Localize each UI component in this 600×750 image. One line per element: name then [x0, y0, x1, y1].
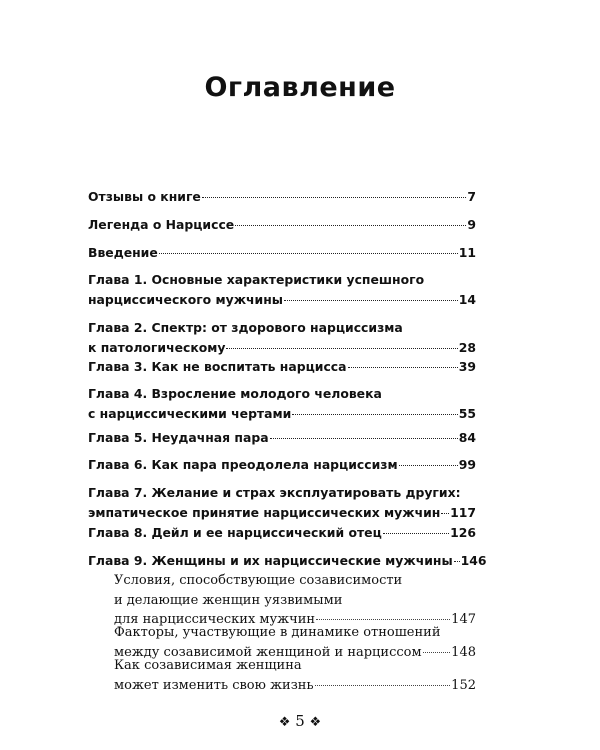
toc-entry-title-line: Глава 2. Спектр: от здорового нарциссизма — [88, 320, 403, 335]
toc-subentry-title-line: Как созависимая женщина — [114, 658, 302, 673]
toc-entry-title-line: нарциссического мужчины — [88, 292, 283, 307]
toc-page-number: 148 — [451, 644, 476, 660]
dot-leader — [270, 438, 458, 439]
toc-subentry-title-line: для нарциссических мужчин — [114, 612, 316, 627]
toc-page-number: 126 — [450, 525, 476, 540]
dot-leader — [423, 652, 451, 653]
toc-entry-title: Глава 9. Женщины и их нарциссические мужчины — [88, 553, 453, 568]
toc-page-number: 9 — [467, 217, 476, 232]
toc-page-number: 147 — [451, 612, 476, 627]
toc-entry-chapter-4[interactable] — [88, 384, 476, 424]
toc-subentry-codependency-conditions[interactable] — [114, 571, 476, 630]
toc-entry-title-line: Глава 7. Желание и страх эксплуатировать других: — [88, 485, 461, 500]
page-number: 5 — [295, 712, 305, 730]
toc-entry-chapter-5[interactable] — [88, 428, 476, 448]
toc-subentry-title-line: Условия, способствующие созависимости — [114, 573, 403, 588]
toc-page-number: 117 — [450, 505, 476, 520]
toc-page-number: 99 — [458, 457, 476, 472]
toc-entry-title-line: эмпатическое принятие нарциссических мужчин — [88, 505, 441, 520]
toc-entry-title-line: с нарциссическими чертами — [88, 406, 292, 421]
toc-entry-legend[interactable] — [88, 215, 476, 235]
toc-subentry-title-line: Факторы, участвующие в динамике отношений — [114, 625, 441, 640]
toc-entry-chapter-1[interactable] — [88, 270, 476, 310]
toc-entry-title: Введение — [88, 245, 158, 260]
toc-entry-chapter-3[interactable] — [88, 357, 476, 377]
toc-entry-chapter-8[interactable] — [88, 523, 476, 543]
dot-leader — [235, 225, 466, 226]
dot-leader — [454, 561, 460, 562]
toc-subentry-title-line: может изменить свою жизнь — [114, 677, 314, 693]
dot-leader — [383, 533, 449, 534]
toc-entry-title-line: к патологическому — [88, 340, 226, 355]
toc-entry-chapter-7[interactable] — [88, 483, 476, 523]
toc-page-number: 146 — [460, 553, 487, 568]
dot-leader — [441, 513, 449, 514]
toc-page-number: 28 — [458, 340, 476, 355]
toc-entry-chapter-6[interactable] — [88, 455, 476, 475]
dot-leader — [292, 414, 457, 415]
dot-leader — [202, 197, 467, 198]
ornament-icon: ❖ — [278, 715, 291, 730]
toc-entry-introduction[interactable] — [88, 243, 476, 263]
toc-entry-title: Глава 6. Как пара преодолела нарциссизм — [88, 457, 398, 472]
dot-leader — [348, 367, 458, 368]
toc-page-number: 39 — [458, 359, 476, 374]
toc-entry-title-line: Глава 1. Основные характеристики успешного — [88, 272, 425, 287]
toc-page-number: 14 — [458, 292, 476, 307]
toc-entry-reviews[interactable] — [88, 187, 476, 207]
dot-leader — [399, 465, 458, 466]
page-footer — [0, 712, 600, 730]
toc-entry-title: Глава 5. Неудачная пара — [88, 430, 269, 445]
toc-entry-title: Легенда о Нарциссе — [88, 217, 235, 232]
dot-leader — [284, 300, 458, 301]
toc-page-number: 84 — [458, 430, 476, 445]
dot-leader — [315, 685, 451, 686]
toc-entry-chapter-2[interactable] — [88, 318, 476, 358]
page-title: Оглавление — [204, 72, 396, 103]
dot-leader — [316, 619, 450, 620]
dot-leader — [226, 348, 457, 349]
toc-entry-title: Отзывы о книге — [88, 189, 201, 204]
toc-page-number: 7 — [467, 189, 476, 204]
toc-entry-title-line: Глава 4. Взросление молодого человека — [88, 386, 382, 401]
toc-entry-chapter-9[interactable] — [88, 551, 487, 571]
toc-subentry-title-line: между созависимой женщиной и нарциссом — [114, 644, 422, 660]
toc-page-number: 55 — [458, 406, 476, 421]
toc-page-number: 11 — [458, 245, 476, 260]
toc-entry-title: Глава 3. Как не воспитать нарцисса — [88, 359, 347, 374]
toc-entry-title: Глава 8. Дейл и ее нарциссический отец — [88, 525, 382, 540]
ornament-icon: ❖ — [309, 715, 322, 730]
toc-subentry-change-your-life[interactable] — [114, 656, 476, 695]
dot-leader — [159, 253, 458, 254]
toc-page-number: 152 — [451, 677, 476, 693]
toc-subentry-title-line: и делающие женщин уязвимыми — [114, 592, 343, 608]
